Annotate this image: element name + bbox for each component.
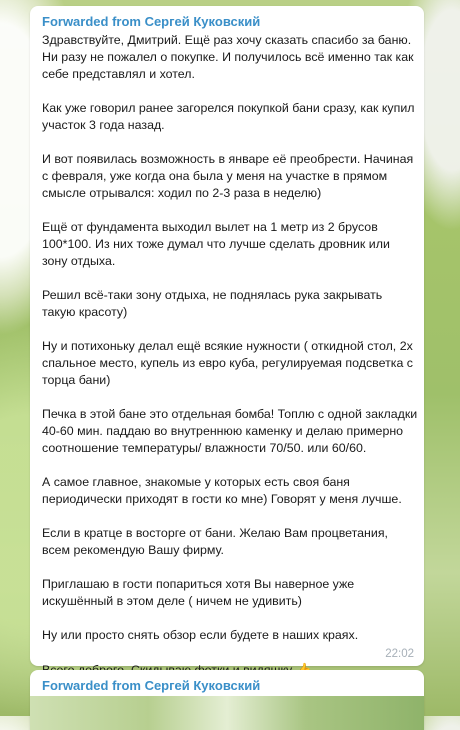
message-text xyxy=(42,32,418,679)
forwarded-from-link[interactable]: Forwarded from Сергей Куковский xyxy=(42,14,261,29)
message-body: Здравствуйте, Дмитрий. Ещё раз хочу сказать спасибо за баню. Ни разу не пожалел о покупке. И получилось всё именно так как себе представлял и хотел. Как уже говорил ранее загорелся покупкой бани сразу, как купил участок 3 года назад. И вот появилась возможность в январе её преобрести. Начиная с февраля, уже когда она была у меня на участке в прямом смысле отрывался: ходил по 2-3 раза в неделю) Ещё от фундамента выходил вылет на 1 метр из 2 брусов 100*100. Из них тоже думал что лучше сделать дровник или зону отдыха. Решил всё-таки зону отдыха, не поднялась рука закрывать такую красоту) Ну и потихоньку делал ещё всякие нужности ( откидной стол, 2х спальное место, купель из евро куба, регулируемая подсветка с торца бани) Печка в этой бане это отдельная бомба! Топлю с одной закладки 40-60 мин. паддаю во внутреннюю каменку и делаю примерно соотношение температуры/ влажности 70/50. или 60/60. А самое главное, знакомые у которых есть своя баня периодически приходят в гости ко мне) Говорят у меня лучше. Если в кратце в восторге от бани. Желаю Вам процветания, всем рекомендую Вашу фирму. Приглашаю в гости попариться хотя Вы наверное уже искушённый в этом деле ( ничем не удивить) Ну или просто снять обзор если будете в наших краях. xyxy=(42,33,418,642)
message-timestamp: 22:02 xyxy=(385,648,414,660)
message-bubble[interactable] xyxy=(30,670,424,730)
forwarded-from-link[interactable]: Forwarded from Сергей Куковский xyxy=(42,678,261,693)
photo-preview[interactable] xyxy=(30,696,424,730)
message-bubble[interactable] xyxy=(30,6,424,666)
